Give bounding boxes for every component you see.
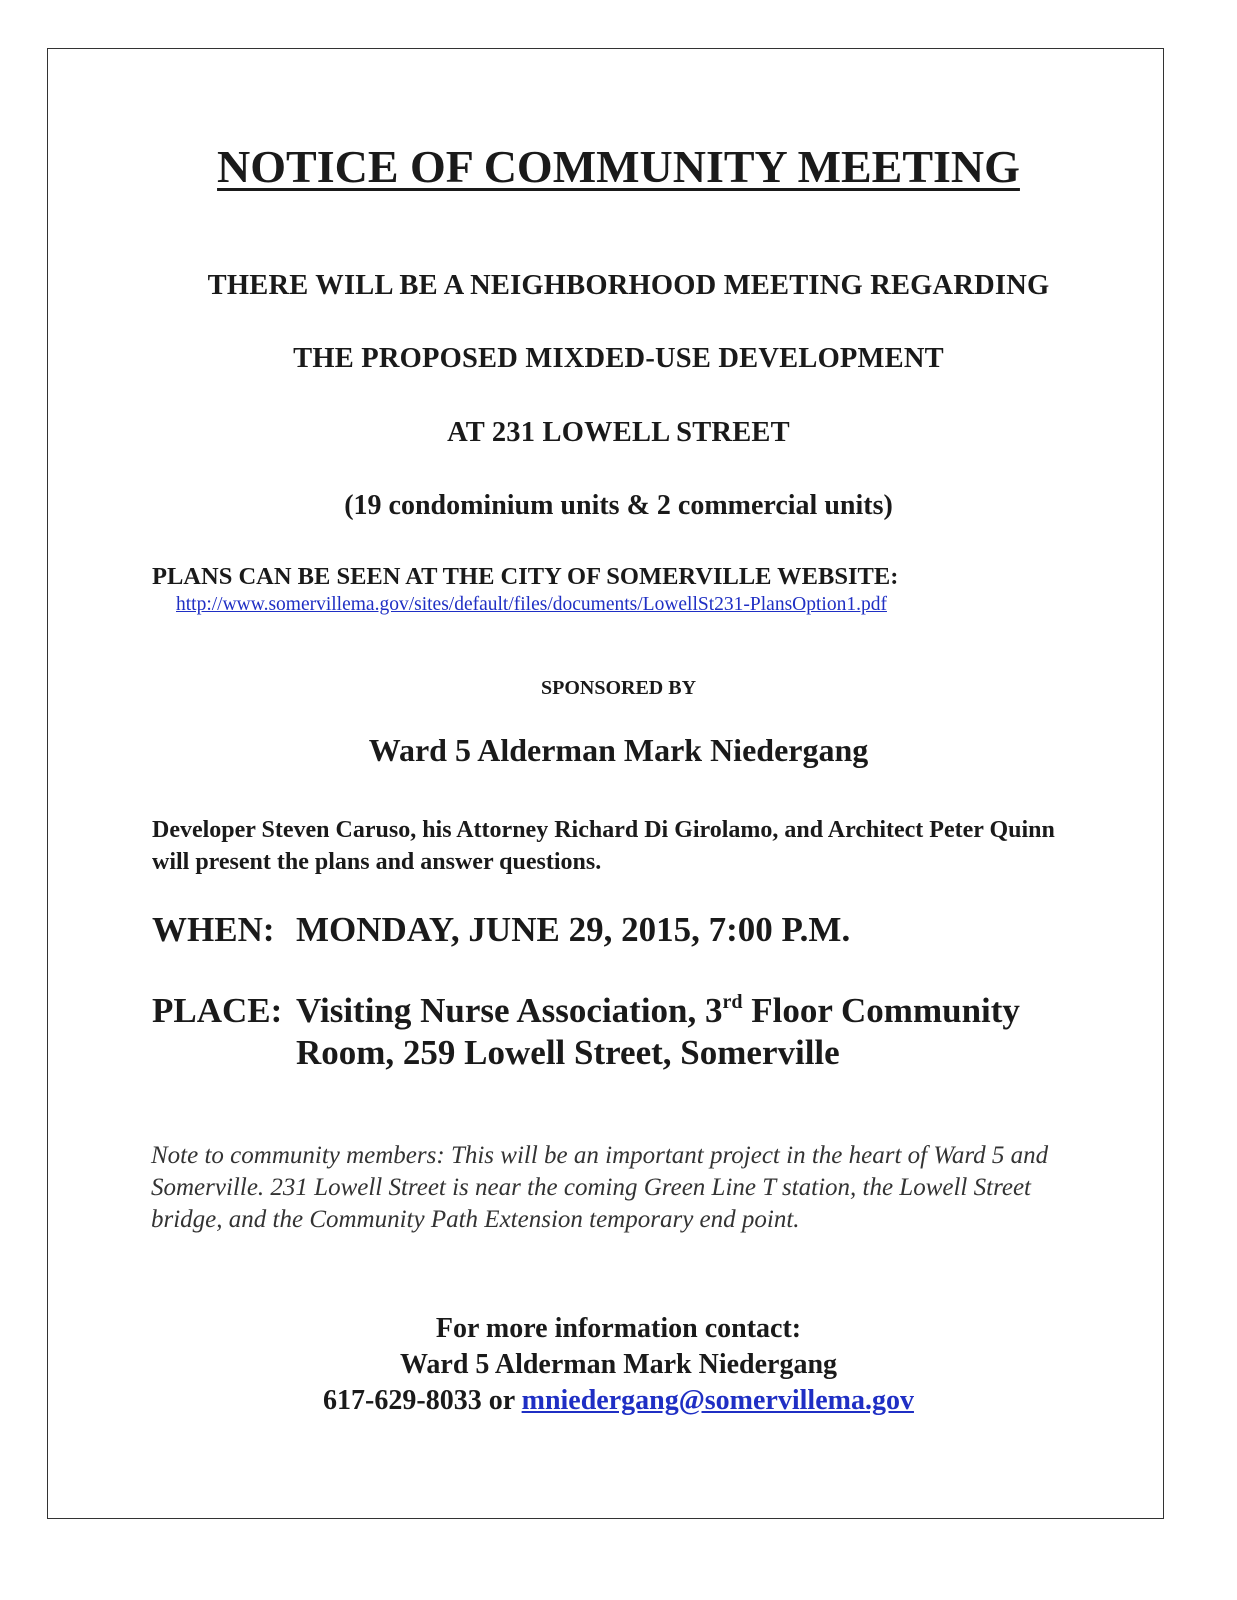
- sponsored-by-label: SPONSORED BY: [540, 677, 697, 699]
- contact-email-link[interactable]: mniedergang@somervillema.gov: [521, 1385, 914, 1416]
- plans-link[interactable]: http://www.somervillema.gov/sites/default/files/documents/LowellSt231-PlansOption1.pdf: [176, 594, 887, 615]
- contact-details: 617-629-8033 or mniedergang@somervillema.gov: [323, 1385, 914, 1416]
- place-label: PLACE:: [152, 991, 283, 1030]
- when-label: WHEN:: [152, 910, 275, 949]
- page-title: NOTICE OF COMMUNITY MEETING: [217, 141, 1020, 192]
- contact-name: Ward 5 Alderman Mark Niedergang: [399, 1349, 838, 1380]
- when-row: [152, 910, 850, 950]
- sponsor-name: Ward 5 Alderman Mark Niedergang: [368, 732, 869, 768]
- place-value: Visiting Nurse Association, 3rd Floor Community Room, 259 Lowell Street, Somerville: [296, 991, 1020, 1072]
- page-border: [47, 48, 1164, 1519]
- announcement-line-3: AT 231 LOWELL STREET: [447, 417, 790, 448]
- contact-phone: 617-629-8033: [323, 1385, 482, 1416]
- when-value: MONDAY, JUNE 29, 2015, 7:00 P.M.: [296, 910, 851, 949]
- unit-count: (19 condominium units & 2 commercial units): [344, 490, 893, 521]
- contact-block: [0, 1311, 1237, 1419]
- plans-label: PLANS CAN BE SEEN AT THE CITY OF SOMERVILLE WEBSITE:: [152, 563, 899, 590]
- community-note: Note to community members: This will be an important project in the heart of Ward 5 and Somerville. 231 Lowell Street is near the coming Green Line T station, the Lowell Street bridge, and the Community Path Extension temporary end point.: [151, 1142, 1049, 1233]
- contact-heading: For more information contact:: [435, 1313, 802, 1344]
- presenters-text: Developer Steven Caruso, his Attorney Richard Di Girolamo, and Architect Peter Quinn will present the plans and answer questions.: [152, 817, 1055, 875]
- announcement-line-2: THE PROPOSED MIXDED-USE DEVELOPMENT: [293, 343, 944, 374]
- announcement-line-1: THERE WILL BE A NEIGHBORHOOD MEETING REGARDING: [207, 270, 1050, 301]
